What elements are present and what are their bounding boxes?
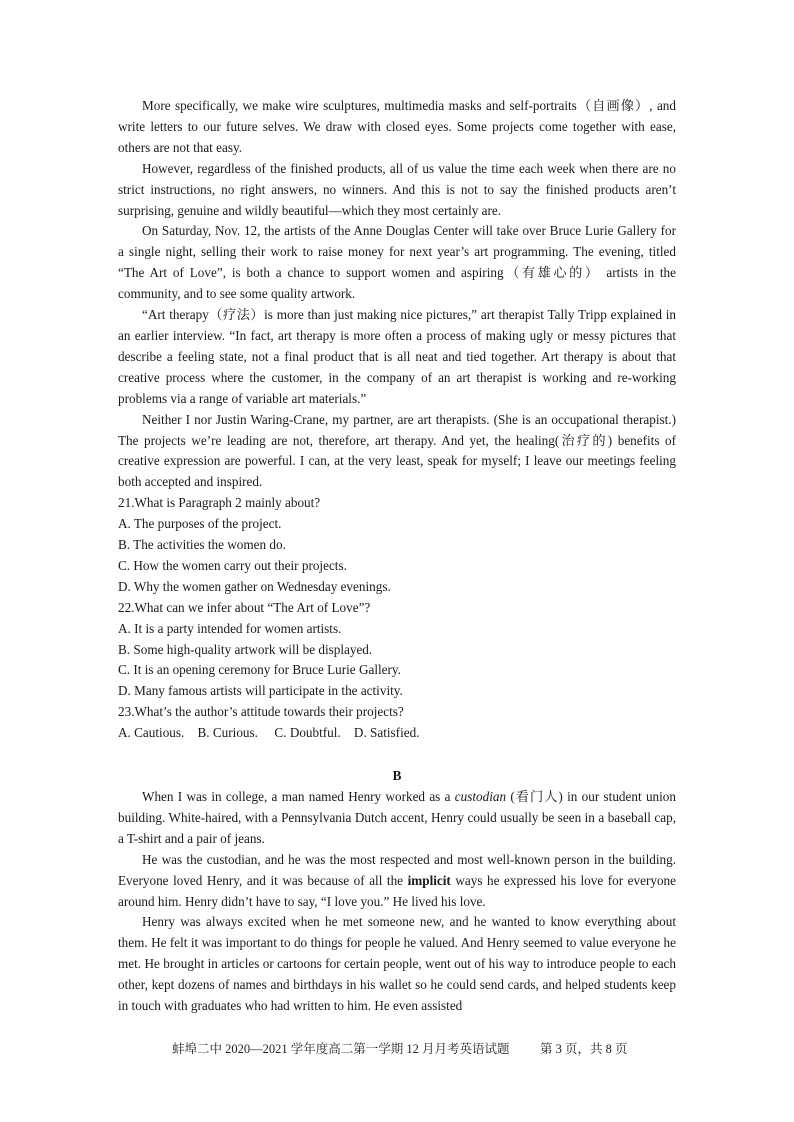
footer-exam-title: 蚌埠二中 2020—2021 学年度高二第一学期 12 月月考英语试题 xyxy=(172,1042,510,1056)
footer-page-number: 第 3 页，共 8 页 xyxy=(540,1042,628,1056)
text-segment: ways he expressed his love for everyone around him. Henry didn’t have to say, “I love you.” He lived his love. xyxy=(118,872,676,909)
bold-word: implicit xyxy=(407,872,451,888)
question-21: 21.What is Paragraph 2 mainly about? xyxy=(118,495,321,511)
text-segment: (看门人) in our student union building. White-haired, with a Pennsylvania Dutch accent, Henry could usually be seen in a baseball cap, a T-shirt and a pair of jeans. xyxy=(118,789,676,846)
question-21-option-d: D. Why the women gather on Wednesday evenings. xyxy=(118,578,391,594)
section-b-title: B xyxy=(392,768,402,784)
question-22-option-d: D. Many famous artists will participate in the activity. xyxy=(118,683,403,699)
passage-b-paragraph-3: Henry was always excited when he met someone new, and he wanted to know everything about them. He felt it was important to do things for people he valued. And Henry seemed to value everyone he met. He brought in articles or cartoons for certain people, went out of his way to introduce people to each other, kept dozens of names and birthdays in his wallet so he could send cards, and helped students keep in touch with graduates who had written to him. He even assisted xyxy=(118,914,676,1014)
page-content xyxy=(118,96,676,1017)
question-21-option-c: C. How the women carry out their projects. xyxy=(118,557,347,573)
question-22-option-b: B. Some high-quality artwork will be displayed. xyxy=(118,641,373,657)
question-23: 23.What’s the author’s attitude towards their projects? xyxy=(118,704,404,720)
text-segment: He was the custodian, and he was the most respected and most well-known person in the building. Everyone loved Henry, and it was because of all the xyxy=(118,851,676,888)
paragraph-3: On Saturday, Nov. 12, the artists of the Anne Douglas Center will take over Bruce Lurie Gallery for a single night, selling their work to raise money for next year’s art programming. The evening, titled “The Art of Love”, is both a chance to support women and aspiring（有雄心的） artists in the community, and to see some quality artwork. xyxy=(118,223,676,302)
question-22-option-c: C. It is an opening ceremony for Bruce Lurie Gallery. xyxy=(118,662,401,678)
paragraph-1: More specifically, we make wire sculptures, multimedia masks and self-portraits（自画像）, and write letters to our future selves. We draw with closed eyes. Some projects come together with ease, others are not that easy. xyxy=(118,98,676,155)
paragraph-5: Neither I nor Justin Waring-Crane, my partner, are art therapists. (She is an occupational therapist.) The projects we’re leading are not, therefore, art therapy. And yet, the healing(治疗的) benefits of creative expression are powerful. I can, at the very least, speak for myself; I leave our meetings feeling both accepted and inspired. xyxy=(118,411,676,490)
passage-b-paragraph-2 xyxy=(118,850,676,913)
question-21-option-a: A. The purposes of the project. xyxy=(118,516,282,532)
paragraph-2: However, regardless of the finished products, all of us value the time each week when there are no strict instructions, no right answers, no winners. And this is not to say the finished products aren’t surprising, genuine and wildly beautiful—which they most certainly are. xyxy=(118,160,676,218)
question-22: 22.What can we infer about “The Art of Love”? xyxy=(118,599,371,615)
text-segment: When I was in college, a man named Henry worked as a xyxy=(142,789,455,804)
italic-word: custodian xyxy=(454,789,507,804)
question-list xyxy=(118,493,676,744)
question-22-option-a: A. It is a party intended for women artists. xyxy=(118,620,342,636)
passage-b-paragraph-1 xyxy=(118,787,676,850)
question-23-options: A. Cautious. B. Curious. C. Doubtful. D. Satisfied. xyxy=(118,725,420,741)
paragraph-4: “Art therapy（疗法）is more than just making nice pictures,” art therapist Tally Tripp explained in an earlier interview. “In fact, art therapy is more often a process of making ugly or messy pictures that describe a feeling state, not a final product that is all neat and tied together. Art therapy is about that creative process where the customer, in the company of an art therapist is working and re-working problems via a range of variable art materials.” xyxy=(118,307,676,406)
question-21-option-b: B. The activities the women do. xyxy=(118,537,286,553)
